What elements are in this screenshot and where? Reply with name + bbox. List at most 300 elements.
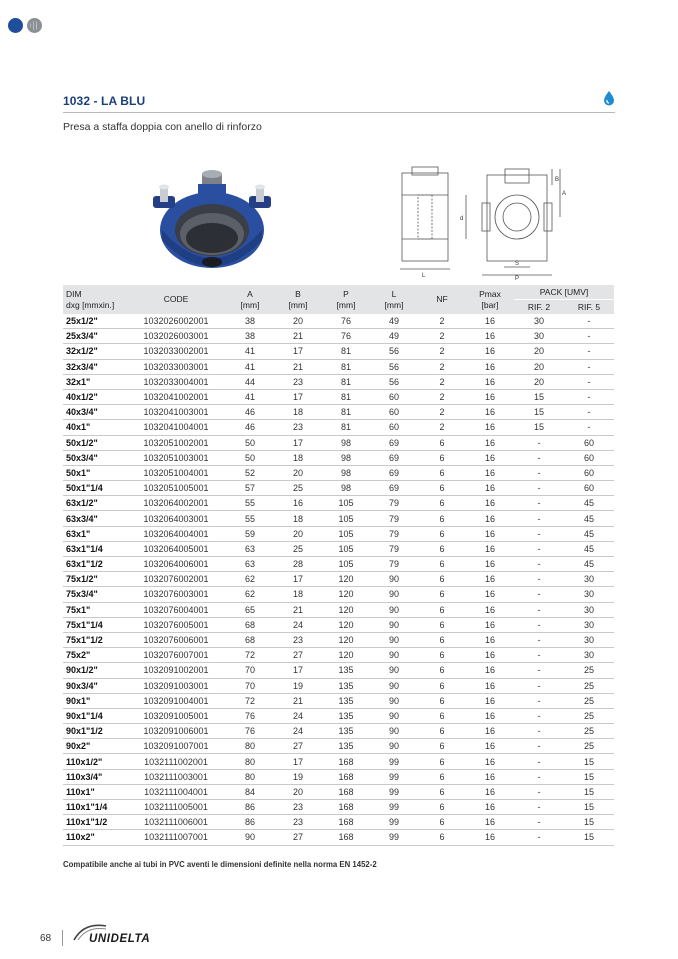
cell-rif5: - <box>564 344 614 359</box>
cell-pmax: 16 <box>466 602 514 617</box>
cell-code: 1032091002001 <box>126 663 226 678</box>
cell-pmax: 16 <box>466 481 514 496</box>
cell-b: 25 <box>274 541 322 556</box>
cell-a: 84 <box>226 784 274 799</box>
cell-l: 79 <box>370 511 418 526</box>
title-divider <box>63 112 615 113</box>
cell-nf: 6 <box>418 511 466 526</box>
cell-p: 135 <box>322 678 370 693</box>
cell-l: 60 <box>370 389 418 404</box>
cell-rif2: - <box>514 572 564 587</box>
cell-p: 98 <box>322 465 370 480</box>
cell-a: 38 <box>226 329 274 344</box>
cell-dim: 90x3/4" <box>63 678 126 693</box>
cell-rif5: 30 <box>564 617 614 632</box>
cell-rif5: 15 <box>564 830 614 845</box>
cell-b: 21 <box>274 359 322 374</box>
cell-b: 20 <box>274 526 322 541</box>
header-p: P [mm] <box>322 285 370 314</box>
cell-p: 81 <box>322 359 370 374</box>
table-row <box>63 526 614 541</box>
cell-p: 105 <box>322 496 370 511</box>
cell-dim: 75x1" <box>63 602 126 617</box>
cell-code: 1032091007001 <box>126 739 226 754</box>
cell-code: 1032064005001 <box>126 541 226 556</box>
cell-rif5: 25 <box>564 724 614 739</box>
table-row <box>63 724 614 739</box>
cell-b: 24 <box>274 617 322 632</box>
cell-a: 68 <box>226 632 274 647</box>
cell-p: 168 <box>322 800 370 815</box>
cell-p: 76 <box>322 314 370 329</box>
cell-a: 70 <box>226 663 274 678</box>
cell-b: 27 <box>274 739 322 754</box>
cell-a: 46 <box>226 405 274 420</box>
table-row <box>63 314 614 329</box>
cell-rif2: 20 <box>514 359 564 374</box>
cell-pmax: 16 <box>466 678 514 693</box>
cell-b: 20 <box>274 465 322 480</box>
table-row <box>63 815 614 830</box>
cell-l: 56 <box>370 359 418 374</box>
cell-p: 81 <box>322 405 370 420</box>
cell-a: 68 <box>226 617 274 632</box>
table-row <box>63 359 614 374</box>
cell-nf: 6 <box>418 678 466 693</box>
header-code: CODE <box>126 285 226 314</box>
cell-l: 99 <box>370 754 418 769</box>
cell-pmax: 16 <box>466 587 514 602</box>
cell-rif5: 60 <box>564 481 614 496</box>
cell-pmax: 16 <box>466 693 514 708</box>
cell-dim: 40x3/4" <box>63 405 126 420</box>
cell-a: 59 <box>226 526 274 541</box>
cell-p: 168 <box>322 815 370 830</box>
cell-code: 1032064003001 <box>126 511 226 526</box>
table-row <box>63 587 614 602</box>
cell-b: 17 <box>274 389 322 404</box>
table-row <box>63 769 614 784</box>
cell-rif5: - <box>564 405 614 420</box>
cell-l: 69 <box>370 435 418 450</box>
cell-b: 21 <box>274 602 322 617</box>
cell-code: 1032051004001 <box>126 465 226 480</box>
cell-rif5: 30 <box>564 648 614 663</box>
cell-b: 23 <box>274 374 322 389</box>
cell-l: 90 <box>370 632 418 647</box>
cell-rif5: 30 <box>564 632 614 647</box>
header-pack: PACK [UMV] <box>514 285 614 300</box>
cell-p: 135 <box>322 724 370 739</box>
cell-dim: 110x1"1/4 <box>63 800 126 815</box>
table-row <box>63 678 614 693</box>
cell-a: 72 <box>226 648 274 663</box>
cell-code: 1032041004001 <box>126 420 226 435</box>
cell-rif5: 25 <box>564 663 614 678</box>
table-row <box>63 693 614 708</box>
grey-dot-icon <box>27 18 42 33</box>
cell-dim: 90x1/2" <box>63 663 126 678</box>
cell-code: 1032033003001 <box>126 359 226 374</box>
table-row <box>63 739 614 754</box>
cell-b: 18 <box>274 405 322 420</box>
cell-rif2: - <box>514 450 564 465</box>
cell-p: 81 <box>322 374 370 389</box>
cell-nf: 6 <box>418 435 466 450</box>
cell-rif5: - <box>564 420 614 435</box>
cell-code: 1032091004001 <box>126 693 226 708</box>
cell-a: 41 <box>226 359 274 374</box>
dim-label-b: B <box>555 177 560 183</box>
cell-rif2: 20 <box>514 344 564 359</box>
cell-l: 90 <box>370 693 418 708</box>
cell-code: 1032076005001 <box>126 617 226 632</box>
cell-dim: 50x1" <box>63 465 126 480</box>
cell-b: 23 <box>274 420 322 435</box>
cell-a: 86 <box>226 815 274 830</box>
table-row <box>63 648 614 663</box>
cell-dim: 110x1"1/2 <box>63 815 126 830</box>
cell-dim: 32x1/2" <box>63 344 126 359</box>
cell-code: 1032064004001 <box>126 526 226 541</box>
cell-rif2: - <box>514 648 564 663</box>
cell-pmax: 16 <box>466 708 514 723</box>
cell-nf: 6 <box>418 724 466 739</box>
cell-l: 90 <box>370 724 418 739</box>
cell-a: 55 <box>226 511 274 526</box>
cell-p: 120 <box>322 602 370 617</box>
cell-b: 17 <box>274 344 322 359</box>
cell-dim: 32x3/4" <box>63 359 126 374</box>
cell-nf: 6 <box>418 450 466 465</box>
table-row <box>63 800 614 815</box>
cell-rif2: - <box>514 602 564 617</box>
cell-b: 21 <box>274 329 322 344</box>
cell-pmax: 16 <box>466 389 514 404</box>
cell-l: 79 <box>370 557 418 572</box>
technical-drawing <box>392 165 567 280</box>
cell-b: 23 <box>274 632 322 647</box>
cell-rif5: - <box>564 314 614 329</box>
cell-dim: 90x1"1/4 <box>63 708 126 723</box>
cell-l: 99 <box>370 815 418 830</box>
cell-l: 79 <box>370 496 418 511</box>
cell-b: 23 <box>274 815 322 830</box>
table-row <box>63 541 614 556</box>
cell-l: 60 <box>370 420 418 435</box>
product-photo <box>150 168 275 276</box>
cell-nf: 6 <box>418 541 466 556</box>
table-row <box>63 572 614 587</box>
cell-nf: 2 <box>418 359 466 374</box>
cell-p: 98 <box>322 450 370 465</box>
cell-l: 56 <box>370 344 418 359</box>
cell-pmax: 16 <box>466 663 514 678</box>
cell-dim: 75x1"1/2 <box>63 632 126 647</box>
cell-rif5: - <box>564 374 614 389</box>
table-row <box>63 617 614 632</box>
spec-table <box>63 285 614 846</box>
cell-pmax: 16 <box>466 754 514 769</box>
cell-rif2: 15 <box>514 405 564 420</box>
cell-a: 41 <box>226 389 274 404</box>
cell-nf: 6 <box>418 830 466 845</box>
cell-dim: 90x1"1/2 <box>63 724 126 739</box>
cell-nf: 6 <box>418 587 466 602</box>
cell-code: 1032076002001 <box>126 572 226 587</box>
cell-pmax: 16 <box>466 465 514 480</box>
cell-rif5: 15 <box>564 800 614 815</box>
cell-rif2: - <box>514 496 564 511</box>
dim-label-a: A <box>562 191 567 197</box>
cell-a: 62 <box>226 587 274 602</box>
table-row <box>63 450 614 465</box>
cell-b: 24 <box>274 708 322 723</box>
cell-a: 70 <box>226 678 274 693</box>
cell-p: 105 <box>322 541 370 556</box>
cell-rif5: 25 <box>564 693 614 708</box>
cell-a: 46 <box>226 420 274 435</box>
cell-p: 105 <box>322 511 370 526</box>
cell-code: 1032026003001 <box>126 329 226 344</box>
cell-p: 76 <box>322 329 370 344</box>
cell-l: 79 <box>370 541 418 556</box>
cell-l: 99 <box>370 784 418 799</box>
cell-dim: 50x1/2" <box>63 435 126 450</box>
cell-dim: 110x1/2" <box>63 754 126 769</box>
cell-pmax: 16 <box>466 632 514 647</box>
cell-a: 65 <box>226 602 274 617</box>
cell-l: 90 <box>370 572 418 587</box>
cell-a: 80 <box>226 739 274 754</box>
cell-dim: 40x1" <box>63 420 126 435</box>
cell-rif5: 30 <box>564 587 614 602</box>
cell-dim: 25x3/4" <box>63 329 126 344</box>
cell-b: 21 <box>274 693 322 708</box>
cell-b: 17 <box>274 572 322 587</box>
dim-label-d: d <box>460 216 464 222</box>
table-row <box>63 374 614 389</box>
cell-l: 90 <box>370 708 418 723</box>
dim-label-p: P <box>515 276 520 280</box>
cell-rif2: - <box>514 724 564 739</box>
cell-l: 49 <box>370 329 418 344</box>
cell-a: 80 <box>226 754 274 769</box>
cell-a: 62 <box>226 572 274 587</box>
cell-rif5: 15 <box>564 769 614 784</box>
cell-pmax: 16 <box>466 344 514 359</box>
cell-dim: 40x1/2" <box>63 389 126 404</box>
cell-a: 76 <box>226 724 274 739</box>
cell-nf: 6 <box>418 465 466 480</box>
cell-rif2: 15 <box>514 389 564 404</box>
cell-rif2: - <box>514 617 564 632</box>
cell-b: 19 <box>274 769 322 784</box>
cell-b: 27 <box>274 648 322 663</box>
cell-dim: 25x1/2" <box>63 314 126 329</box>
cell-l: 56 <box>370 374 418 389</box>
cell-dim: 50x3/4" <box>63 450 126 465</box>
cell-b: 19 <box>274 678 322 693</box>
cell-code: 1032026002001 <box>126 314 226 329</box>
cell-nf: 6 <box>418 800 466 815</box>
table-row <box>63 511 614 526</box>
cell-pmax: 16 <box>466 800 514 815</box>
cell-a: 50 <box>226 435 274 450</box>
cell-nf: 2 <box>418 405 466 420</box>
cell-rif5: 30 <box>564 602 614 617</box>
cell-dim: 110x2" <box>63 830 126 845</box>
cell-b: 18 <box>274 511 322 526</box>
cell-dim: 75x1"1/4 <box>63 617 126 632</box>
cell-rif5: 60 <box>564 450 614 465</box>
cell-dim: 75x2" <box>63 648 126 663</box>
cell-nf: 6 <box>418 769 466 784</box>
cell-p: 168 <box>322 830 370 845</box>
cell-p: 105 <box>322 526 370 541</box>
cell-a: 80 <box>226 769 274 784</box>
table-row <box>63 602 614 617</box>
cell-nf: 6 <box>418 557 466 572</box>
cell-b: 23 <box>274 800 322 815</box>
header-rif2: RIF. 2 <box>514 300 564 315</box>
cell-l: 90 <box>370 648 418 663</box>
cell-l: 79 <box>370 526 418 541</box>
cell-rif2: - <box>514 481 564 496</box>
cell-p: 81 <box>322 344 370 359</box>
table-row <box>63 632 614 647</box>
cell-rif5: 25 <box>564 739 614 754</box>
cell-pmax: 16 <box>466 815 514 830</box>
cell-rif5: - <box>564 329 614 344</box>
cell-b: 27 <box>274 830 322 845</box>
cell-pmax: 16 <box>466 769 514 784</box>
cell-nf: 6 <box>418 693 466 708</box>
cell-rif5: 15 <box>564 784 614 799</box>
cell-nf: 6 <box>418 526 466 541</box>
cell-nf: 6 <box>418 617 466 632</box>
cell-rif2: - <box>514 678 564 693</box>
cell-a: 76 <box>226 708 274 723</box>
cell-code: 1032076003001 <box>126 587 226 602</box>
cell-l: 69 <box>370 465 418 480</box>
spec-table-body <box>63 314 614 845</box>
cell-nf: 6 <box>418 496 466 511</box>
cell-a: 63 <box>226 557 274 572</box>
cell-code: 1032051003001 <box>126 450 226 465</box>
cell-dim: 75x1/2" <box>63 572 126 587</box>
cell-pmax: 16 <box>466 617 514 632</box>
cell-p: 98 <box>322 481 370 496</box>
cell-rif2: - <box>514 739 564 754</box>
table-row <box>63 405 614 420</box>
header-pmax: Pmax [bar] <box>466 285 514 314</box>
cell-code: 1032076006001 <box>126 632 226 647</box>
cell-pmax: 16 <box>466 724 514 739</box>
header-l: L [mm] <box>370 285 418 314</box>
table-row <box>63 435 614 450</box>
cell-pmax: 16 <box>466 314 514 329</box>
cell-dim: 75x3/4" <box>63 587 126 602</box>
cell-p: 120 <box>322 587 370 602</box>
cell-rif2: 30 <box>514 314 564 329</box>
cell-rif2: - <box>514 465 564 480</box>
cell-dim: 110x1" <box>63 784 126 799</box>
table-row <box>63 420 614 435</box>
cell-b: 17 <box>274 754 322 769</box>
cell-nf: 6 <box>418 754 466 769</box>
cell-rif2: 30 <box>514 329 564 344</box>
cell-rif5: 45 <box>564 557 614 572</box>
cell-pmax: 16 <box>466 557 514 572</box>
table-row <box>63 557 614 572</box>
cell-l: 99 <box>370 800 418 815</box>
cell-code: 1032111003001 <box>126 769 226 784</box>
cell-b: 20 <box>274 314 322 329</box>
cell-code: 1032076004001 <box>126 602 226 617</box>
cell-pmax: 16 <box>466 359 514 374</box>
cell-nf: 2 <box>418 314 466 329</box>
cell-p: 81 <box>322 420 370 435</box>
cell-nf: 6 <box>418 648 466 663</box>
cell-l: 69 <box>370 450 418 465</box>
cell-rif2: 15 <box>514 420 564 435</box>
cell-l: 60 <box>370 405 418 420</box>
table-row <box>63 784 614 799</box>
cell-p: 81 <box>322 389 370 404</box>
cell-rif2: - <box>514 693 564 708</box>
cell-rif5: 25 <box>564 678 614 693</box>
cell-nf: 2 <box>418 374 466 389</box>
cell-nf: 2 <box>418 329 466 344</box>
product-title: 1032 - LA BLU <box>63 94 146 108</box>
cell-code: 1032111002001 <box>126 754 226 769</box>
brand-name: UNIDELTA <box>89 933 151 945</box>
cell-a: 55 <box>226 496 274 511</box>
cell-a: 57 <box>226 481 274 496</box>
cell-dim: 63x1/2" <box>63 496 126 511</box>
cell-a: 86 <box>226 800 274 815</box>
table-row <box>63 344 614 359</box>
table-row <box>63 496 614 511</box>
cell-dim: 90x2" <box>63 739 126 754</box>
cell-a: 52 <box>226 465 274 480</box>
header-b: B [mm] <box>274 285 322 314</box>
cell-dim: 63x3/4" <box>63 511 126 526</box>
table-row <box>63 389 614 404</box>
cell-code: 1032091003001 <box>126 678 226 693</box>
cell-nf: 6 <box>418 739 466 754</box>
cell-pmax: 16 <box>466 648 514 663</box>
cell-rif2: - <box>514 541 564 556</box>
cell-l: 90 <box>370 739 418 754</box>
cell-nf: 6 <box>418 708 466 723</box>
cell-pmax: 16 <box>466 405 514 420</box>
cell-l: 90 <box>370 663 418 678</box>
cell-code: 1032064006001 <box>126 557 226 572</box>
cell-a: 72 <box>226 693 274 708</box>
cell-a: 38 <box>226 314 274 329</box>
table-row <box>63 481 614 496</box>
cell-a: 90 <box>226 830 274 845</box>
cell-rif2: - <box>514 435 564 450</box>
cell-rif2: - <box>514 526 564 541</box>
cell-code: 1032091005001 <box>126 708 226 723</box>
cell-rif2: - <box>514 800 564 815</box>
cell-code: 1032041003001 <box>126 405 226 420</box>
table-row <box>63 329 614 344</box>
cell-nf: 6 <box>418 663 466 678</box>
